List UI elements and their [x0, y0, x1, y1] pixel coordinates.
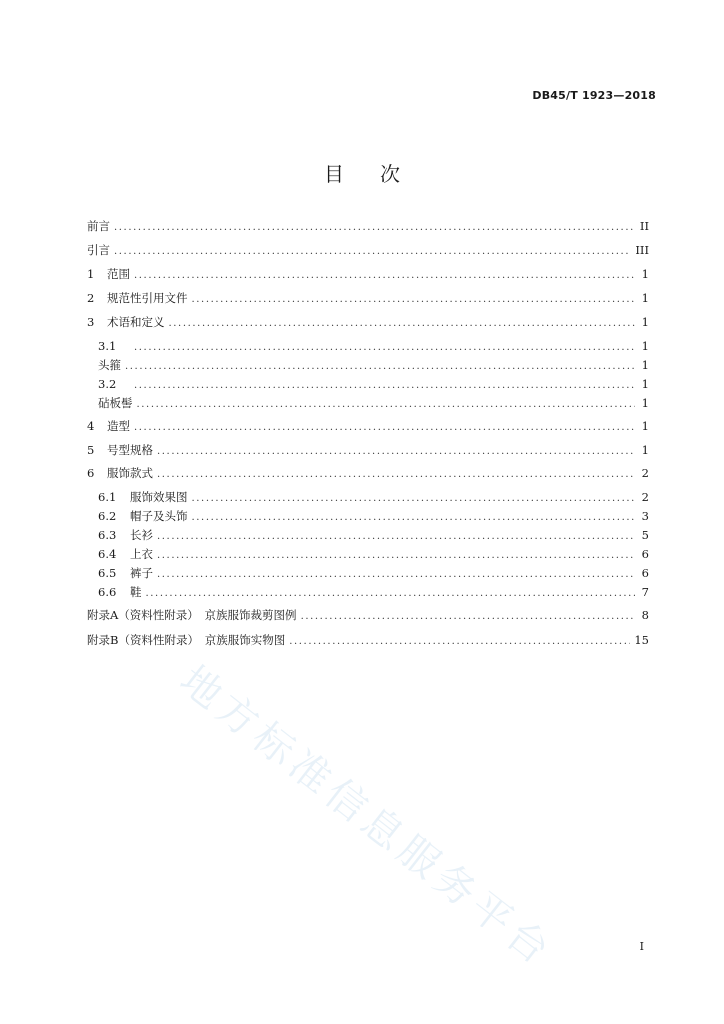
toc-entry[interactable] [98, 394, 649, 412]
toc-entry-text: 规范性引用文件 [107, 291, 188, 305]
toc-leader-dots [157, 547, 635, 565]
toc-entry-number: 6.3 [98, 528, 117, 542]
toc-entry-number: 6.2 [98, 509, 117, 523]
toc-leader-dots [192, 291, 636, 309]
toc-entry[interactable] [98, 375, 649, 393]
toc-entry-text: 砧板髻 [98, 396, 133, 410]
toc-entry-label [87, 441, 153, 459]
toc-entry-text: 号型规格 [107, 443, 153, 457]
toc-entry[interactable] [87, 241, 649, 259]
toc-entry-text: 范围 [107, 267, 130, 281]
toc-entry-page: III [635, 243, 649, 257]
toc-entry-label [87, 417, 130, 435]
toc-entry-label [98, 394, 133, 412]
watermark: 地方标准信息服务平台 [171, 657, 562, 977]
toc-entry-page: 1 [641, 358, 649, 372]
toc-leader-dots [134, 377, 635, 395]
toc-entry-number: 4 [87, 419, 95, 433]
toc-entry-label [98, 488, 188, 506]
toc-entry[interactable] [98, 564, 649, 582]
toc-entry-number: 3.2 [98, 377, 117, 391]
toc-entry-label [87, 464, 153, 482]
toc-entry-page: 8 [641, 608, 649, 622]
toc-entry-label [98, 507, 188, 525]
toc-leader-dots [125, 358, 635, 376]
toc-entry[interactable] [87, 289, 649, 307]
toc-leader-dots [157, 528, 635, 546]
toc-entry-number: 2 [87, 291, 95, 305]
toc-leader-dots [157, 466, 635, 484]
toc-entry-page: II [639, 219, 649, 233]
toc-entry-text: 帽子及头饰 [130, 509, 188, 523]
toc-entry-page: 2 [641, 466, 649, 480]
toc-entry-number: 6 [87, 466, 95, 480]
toc-entry-number: 6.1 [98, 490, 117, 504]
page-number: I [639, 940, 644, 953]
toc-leader-dots [157, 566, 635, 584]
toc-entry-number: 1 [87, 267, 95, 281]
toc-entry-page: 1 [641, 267, 649, 281]
toc-entry[interactable] [87, 313, 649, 331]
toc-entry[interactable] [98, 337, 649, 355]
toc-entry-page: 7 [641, 585, 649, 599]
toc-entry-label [87, 631, 285, 649]
toc-leader-dots [137, 396, 636, 414]
toc-entry[interactable] [87, 631, 649, 649]
toc-entry-text: 头箍 [98, 358, 121, 372]
toc-entry-label [87, 606, 297, 624]
toc-entry-label [98, 375, 130, 393]
toc-entry-page: 6 [641, 566, 649, 580]
toc-title: 目次 [324, 162, 436, 186]
toc-leader-dots [289, 633, 630, 651]
toc-entry-number: 6.5 [98, 566, 117, 580]
toc-leader-dots [134, 339, 635, 357]
toc-entry-text: 长衫 [130, 528, 153, 542]
toc-leader-dots [301, 608, 635, 626]
toc-entry-page: 1 [641, 377, 649, 391]
toc-entry-text: 附录A（资料性附录） 京族服饰裁剪图例 [87, 608, 297, 622]
toc-entry[interactable] [87, 265, 649, 283]
toc-entry-label [87, 313, 165, 331]
toc-entry-text: 引言 [87, 243, 110, 257]
toc-entry-text: 服饰款式 [107, 466, 153, 480]
toc-entry-text: 附录B（资料性附录） 京族服饰实物图 [87, 633, 286, 647]
toc-entry-page: 1 [641, 443, 649, 457]
toc-entry[interactable] [87, 606, 649, 624]
toc-entry[interactable] [87, 217, 649, 235]
toc-entry-label [87, 289, 188, 307]
toc-entry-label [98, 583, 142, 601]
toc-entry-text: 造型 [107, 419, 130, 433]
toc-leader-dots [169, 315, 636, 333]
toc-entry[interactable] [98, 488, 649, 506]
toc-entry-label [98, 545, 153, 563]
toc-entry-page: 3 [641, 509, 649, 523]
toc-leader-dots [192, 509, 636, 527]
toc-entry-number: 6.4 [98, 547, 117, 561]
toc-entry[interactable] [87, 441, 649, 459]
toc-entry[interactable] [98, 583, 649, 601]
toc-entry[interactable] [98, 356, 649, 374]
toc-entry[interactable] [98, 545, 649, 563]
toc-entry-label [87, 217, 110, 235]
toc-entry-page: 1 [641, 339, 649, 353]
toc-entry-page: 1 [641, 291, 649, 305]
toc-entry-text: 上衣 [130, 547, 153, 561]
toc-entry-text: 裤子 [130, 566, 153, 580]
toc-entry[interactable] [87, 417, 649, 435]
toc-leader-dots [146, 585, 636, 603]
toc-entry-label [98, 356, 121, 374]
toc-entry-label [98, 526, 153, 544]
toc-entry[interactable] [87, 464, 649, 482]
toc-leader-dots [157, 443, 635, 461]
toc-entry-page: 15 [634, 633, 649, 647]
toc-entry-label [87, 265, 130, 283]
toc-entry-label [98, 564, 153, 582]
toc-entry[interactable] [98, 526, 649, 544]
toc-leader-dots [114, 243, 631, 261]
toc-entry-label [87, 241, 110, 259]
toc-entry[interactable] [98, 507, 649, 525]
toc-entry-page: 1 [641, 315, 649, 329]
toc-entry-page: 5 [641, 528, 649, 542]
toc-entry-page: 6 [641, 547, 649, 561]
toc-entry-number: 3.1 [98, 339, 117, 353]
toc-entry-text: 鞋 [130, 585, 142, 599]
toc-entry-text: 术语和定义 [107, 315, 165, 329]
document-code: DB45/T 1923—2018 [532, 89, 656, 102]
toc-entry-number: 6.6 [98, 585, 117, 599]
toc-entry-label [98, 337, 130, 355]
toc-leader-dots [114, 219, 635, 237]
toc-entry-number: 3 [87, 315, 95, 329]
toc-entry-number: 5 [87, 443, 95, 457]
toc-entry-page: 1 [641, 396, 649, 410]
toc-entry-page: 1 [641, 419, 649, 433]
toc-entry-text: 前言 [87, 219, 110, 233]
toc-leader-dots [134, 419, 635, 437]
toc-leader-dots [192, 490, 636, 508]
toc-entry-text: 服饰效果图 [130, 490, 188, 504]
toc-entry-page: 2 [641, 490, 649, 504]
toc-leader-dots [134, 267, 635, 285]
